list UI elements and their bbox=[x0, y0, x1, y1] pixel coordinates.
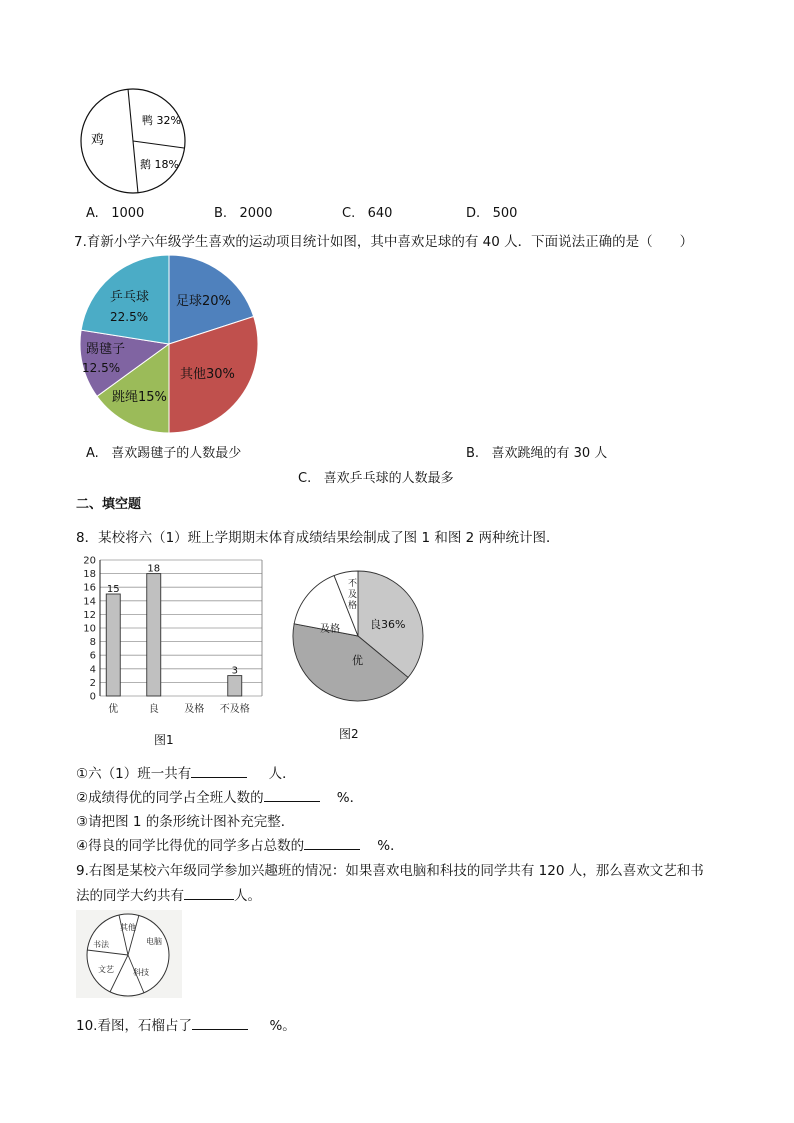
q8-sub1-blank[interactable] bbox=[191, 765, 247, 778]
q7-label-shuttlecock-pct: 12.5% bbox=[82, 361, 121, 375]
q8-bar-ytick: 16 bbox=[83, 582, 96, 594]
q8-pie-label-pass: 及格 bbox=[320, 624, 340, 635]
q8-pie-label-excellent: 优 bbox=[352, 654, 363, 667]
q8-sub4-blank[interactable] bbox=[304, 837, 360, 850]
q8-bar-datalabel: 18 bbox=[147, 563, 161, 575]
q6-option-d: D. 500 bbox=[466, 206, 518, 221]
q8-bar-xlabel: 良 bbox=[148, 704, 159, 715]
q8-bar-xlabel: 优 bbox=[108, 704, 119, 715]
q9-label-other: 其他 bbox=[120, 923, 136, 932]
q8-pie-label-good: 良36% bbox=[370, 618, 406, 631]
q7-label-pingpong: 乒乓球 bbox=[110, 290, 150, 305]
q8-bar-datalabel: 15 bbox=[106, 584, 120, 595]
q7-label-other: 其他30% bbox=[180, 367, 235, 382]
q6-label-goose: 鹅 18% bbox=[140, 158, 179, 171]
q8-pie-label-fail: 不及格 bbox=[348, 579, 358, 611]
q8-fig2-caption: 图2 bbox=[339, 727, 359, 741]
q9-blank[interactable] bbox=[184, 887, 234, 900]
q8-bar-ytick: 14 bbox=[83, 596, 96, 608]
q8-pie-chart bbox=[288, 566, 428, 706]
q7-label-rope: 跳绳15% bbox=[112, 390, 167, 405]
q8-stem: 8．某校将六（1）班上学期期末体育成绩结果绘制成了图 1 和图 2 两种统计图． bbox=[76, 530, 560, 546]
q8-bar-ytick: 4 bbox=[89, 664, 96, 676]
q8-bar-chart bbox=[78, 554, 268, 722]
q7-option-b: B. 喜欢跳绳的有 30 人 bbox=[466, 446, 608, 461]
q8-bar-0 bbox=[106, 594, 120, 696]
q7-pie-chart bbox=[76, 252, 262, 436]
q7-option-a: A. 喜欢踢毽子的人数最少 bbox=[86, 446, 242, 461]
q9-figure bbox=[76, 910, 182, 998]
q7-stem: 7.育新小学六年级学生喜欢的运动项目统计如图，其中喜欢足球的有 40 人．下面说法正确的是（ ） bbox=[74, 234, 694, 250]
q8-bar-xlabel: 及格 bbox=[184, 704, 205, 715]
q6-option-b: B. 2000 bbox=[214, 206, 273, 221]
q8-sub3: ③请把图 1 的条形统计图补充完整． bbox=[76, 814, 295, 830]
q6-option-a: A. 1000 bbox=[86, 206, 145, 221]
q9-line2: 法的同学大约共有 人。 bbox=[76, 888, 261, 904]
q8-sub2: ②成绩得优的同学占全班人数的 %． bbox=[76, 790, 364, 806]
q9-line1: 9.右图是某校六年级同学参加兴趣班的情况：如果喜欢电脑和科技的同学共有 120 人，那么喜欢文艺和书 bbox=[76, 863, 704, 879]
q9-label-arts: 文艺 bbox=[98, 965, 114, 974]
q8-bar-1 bbox=[147, 574, 161, 696]
q10-text: 10.看图，石榴占了 %。 bbox=[76, 1018, 296, 1034]
q8-bar-ytick: 12 bbox=[83, 609, 96, 621]
q7-label-football: 足球20% bbox=[176, 294, 231, 309]
q8-sub2-blank[interactable] bbox=[264, 789, 320, 802]
q6-pie-chart bbox=[76, 86, 192, 196]
q6-label-chicken: 鸡 bbox=[91, 133, 105, 148]
q9-label-computer: 电脑 bbox=[146, 937, 162, 946]
q7-label-shuttlecock: 踢毽子 bbox=[86, 342, 126, 357]
q8-sub4: ④得良的同学比得优的同学多占总数的 %． bbox=[76, 838, 404, 854]
q8-bar-ytick: 18 bbox=[83, 569, 96, 581]
q9-pie-chart bbox=[76, 910, 182, 998]
q8-bar-xlabel: 不及格 bbox=[219, 704, 250, 715]
q8-bar-datalabel: 3 bbox=[231, 665, 238, 677]
q6-label-duck: 鸭 32% bbox=[142, 114, 181, 127]
q8-sub1: ①六（1）班一共有 人． bbox=[76, 766, 296, 782]
q9-label-tech: 科技 bbox=[133, 968, 149, 977]
q8-bar-ytick: 6 bbox=[89, 650, 96, 662]
q8-fig1-caption: 图1 bbox=[154, 733, 174, 747]
q7-label-pingpong-pct: 22.5% bbox=[110, 310, 149, 324]
q8-bar-ytick: 20 bbox=[83, 555, 96, 567]
section-title: 二、填空题 bbox=[76, 497, 142, 512]
q8-bar-ytick: 8 bbox=[89, 637, 96, 649]
q8-bar-ytick: 10 bbox=[83, 623, 96, 635]
q9-label-calligraphy: 书法 bbox=[93, 940, 109, 949]
q6-option-c: C. 640 bbox=[342, 206, 393, 221]
q10-blank[interactable] bbox=[192, 1017, 248, 1030]
q8-bar-3 bbox=[228, 676, 242, 696]
q8-bar-ytick: 2 bbox=[89, 677, 96, 689]
q8-bar-ytick: 0 bbox=[89, 691, 96, 703]
q7-option-c: C. 喜欢乒乓球的人数最多 bbox=[298, 471, 454, 486]
